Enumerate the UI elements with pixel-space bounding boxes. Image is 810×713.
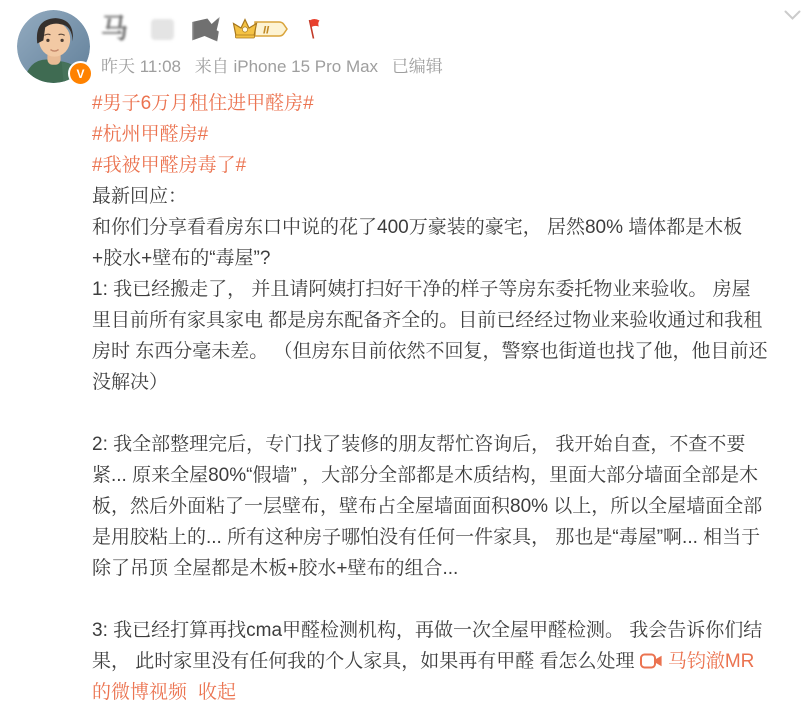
intro-label: 最新回应：	[92, 186, 188, 207]
video-camera-icon	[640, 653, 663, 669]
post-header	[17, 10, 452, 83]
collapse-link[interactable]: 收起	[198, 682, 237, 703]
source-device: 来自 iPhone 15 Pro Max	[194, 57, 379, 76]
red-flag-icon	[304, 17, 322, 41]
hashtag-link[interactable]: #我被甲醛房毒了#	[92, 155, 247, 176]
chevron-down-icon[interactable]	[784, 8, 801, 26]
point-2-text: 2: 我全部整理完后，专门找了装修的朋友帮忙咨询后， 我开始自查，不查不要紧... 原来全屋80%“假墙” ，大部分全部都是木质结构，里面大部分墙面全部是木板，然后外面粘了一层壁布，壁布占全屋墙面面积80% 以上，所以全屋墙面全部是用胶粘上的... 所有这种房子哪怕没有任何一件家具， 那也是“毒屋”啊... 相当于除了吊顶 全屋都是木板+胶水+壁布的组合...	[92, 434, 763, 579]
crown-icon	[232, 17, 290, 41]
vip-level-text: II	[263, 24, 270, 37]
censored-name-blob	[151, 19, 174, 40]
post-meta	[101, 52, 452, 77]
censored-name-blob	[192, 17, 220, 42]
intro-line: 和你们分享看看房东口中说的花了400万豪装的豪宅， 居然80% 墙体都是木板+胶水+壁布的“毒屋”?	[92, 217, 743, 269]
red-flag-badge[interactable]	[304, 17, 322, 41]
paragraph-3	[92, 615, 768, 708]
edited-label: 已编辑	[391, 57, 443, 76]
censored-name-fragment: 马	[101, 14, 128, 44]
hashtag-link[interactable]: #男子6万月租住进甲醛房#	[92, 93, 314, 114]
hashtag-link[interactable]: #杭州甲醛房#	[92, 124, 209, 145]
video-link-label: 马钧澈MR的微博视频	[92, 651, 755, 703]
username[interactable]	[101, 13, 452, 45]
paragraph-intro	[92, 181, 768, 398]
header-text-block	[101, 10, 452, 83]
hashtag-list	[92, 88, 768, 181]
vip-crown-badge[interactable]	[232, 17, 290, 41]
avatar[interactable]	[17, 10, 90, 83]
point-1-text: 1: 我已经搬走了， 并且请阿姨打扫好干净的样子等房东委托物业来验收。 房屋里目前所有家具家电 都是房东配备齐全的。目前已经经过物业来验收通过和我租房时 东西分毫未差。 （但房东目前依然不回复，警察也街道也找了他，他目前还没解决）	[92, 279, 768, 393]
post-content	[92, 88, 768, 708]
verified-badge: V	[68, 61, 93, 86]
timestamp: 昨天 11:08	[101, 57, 182, 76]
paragraph-2	[92, 429, 768, 584]
point-3-text: 3: 我已经打算再找cma甲醛检测机构，再做一次全屋甲醛检测。 我会告诉你们结果， 此时家里没有任何我的个人家具，如果再有甲醛 看怎么处理	[92, 620, 763, 672]
